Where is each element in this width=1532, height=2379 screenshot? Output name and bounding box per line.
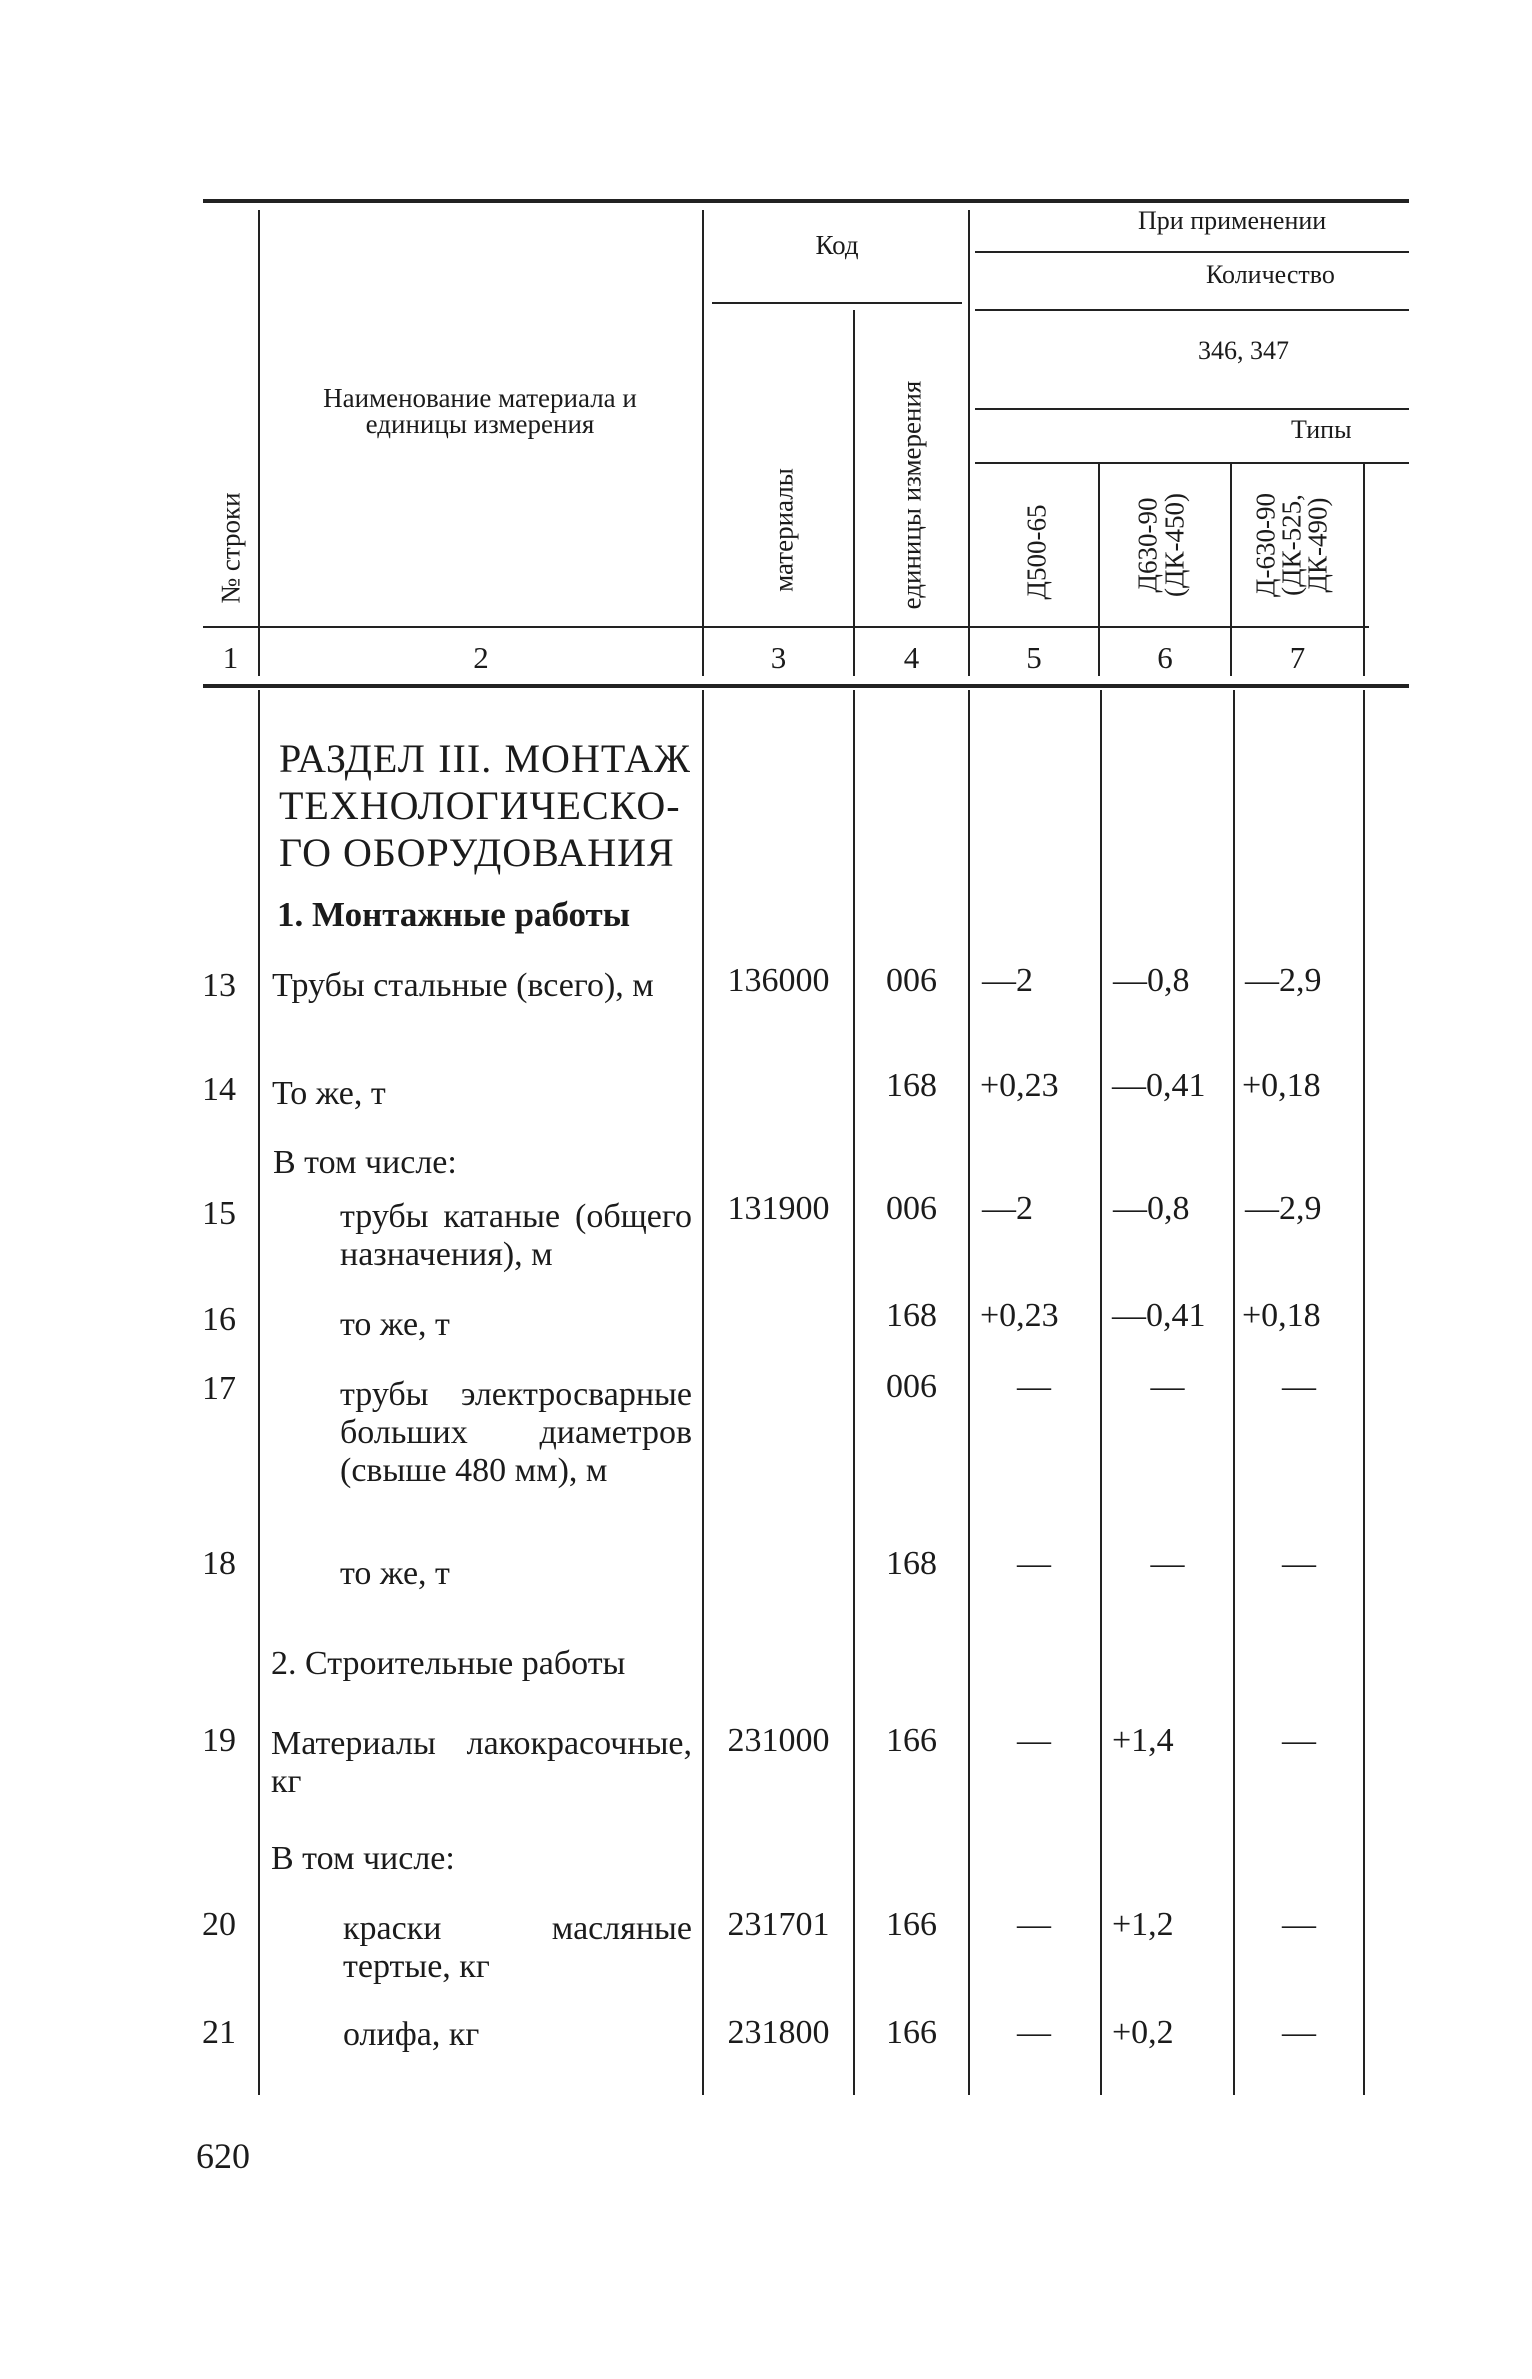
row-material-code: 136000 bbox=[727, 962, 830, 999]
row-number: 16 bbox=[202, 1301, 236, 1338]
row-value-c6: —0,8 bbox=[1113, 962, 1190, 999]
body-vline-7 bbox=[1363, 690, 1365, 2095]
row-unit-code: 006 bbox=[886, 1190, 937, 1227]
row-material-code: 131900 bbox=[727, 1190, 830, 1227]
machines-header: 346, 347 bbox=[1198, 336, 1289, 365]
row-unit-code: 166 bbox=[886, 1722, 937, 1759]
row-value-c6: —0,8 bbox=[1113, 1190, 1190, 1227]
row-value-c5: +0,23 bbox=[980, 1297, 1059, 1334]
row-value-c6: +1,2 bbox=[1112, 1906, 1174, 1943]
row-number: 20 bbox=[202, 1906, 236, 1943]
row-unit-code: 168 bbox=[886, 1067, 937, 1104]
column-number: 5 bbox=[1026, 640, 1042, 675]
row-value-c6: +0,2 bbox=[1112, 2014, 1174, 2051]
row-value-c6: —0,41 bbox=[1112, 1297, 1206, 1334]
body-vline-2 bbox=[702, 690, 704, 2095]
types-header: Типы bbox=[1291, 415, 1352, 444]
row-material-code: 231701 bbox=[727, 1906, 830, 1943]
in-that-number: В том числе: bbox=[271, 1840, 455, 1877]
column-number: 2 bbox=[473, 640, 489, 675]
type-6-header-line1: Д630-90 bbox=[1132, 497, 1163, 593]
row-value-c7: — bbox=[1282, 1906, 1316, 1943]
row-value-c5: — bbox=[1017, 1545, 1051, 1582]
page-number: 620 bbox=[196, 2136, 250, 2176]
quantity-header: Количество bbox=[1206, 260, 1335, 289]
row-value-c5: — bbox=[1017, 2014, 1051, 2051]
code-subrule bbox=[712, 302, 962, 304]
types-subrule bbox=[975, 462, 1409, 464]
type-7-header-line1: Д-630-90 bbox=[1250, 493, 1281, 597]
table-top-rule bbox=[203, 199, 1409, 203]
row-name: трубы электросварные больших диаметров (свыше 480 мм), м bbox=[340, 1376, 692, 1489]
col-code-header: Код bbox=[815, 230, 859, 260]
col-code-material-header: материалы bbox=[768, 468, 799, 592]
column-number: 3 bbox=[770, 640, 787, 675]
col-row-no-header: № строки bbox=[215, 492, 246, 604]
row-value-c6: —0,41 bbox=[1112, 1067, 1206, 1104]
row-value-c5: — bbox=[1017, 1906, 1051, 1943]
column-number: 6 bbox=[1157, 640, 1173, 675]
row-number: 14 bbox=[202, 1071, 236, 1108]
hdr-vline-7 bbox=[1363, 462, 1365, 676]
row-name: краски масляные тертые, кг bbox=[343, 1910, 692, 1985]
row-value-c5: +0,23 bbox=[980, 1067, 1059, 1104]
row-value-c7: — bbox=[1282, 2014, 1316, 2051]
section-title: РАЗДЕЛ III. МОНТАЖ ТЕХНОЛОГИЧЕСКО-ГО ОБОРУДОВАНИЯ bbox=[279, 736, 691, 875]
row-number: 21 bbox=[202, 2014, 236, 2051]
row-unit-code: 166 bbox=[886, 1906, 937, 1943]
type-6-header-line2: (ДК-450) bbox=[1159, 493, 1190, 597]
column-number: 1 bbox=[222, 640, 239, 675]
subsection-title: 2. Строительные работы bbox=[271, 1645, 626, 1682]
hdr-vline-2 bbox=[702, 210, 704, 676]
row-unit-code: 168 bbox=[886, 1545, 937, 1582]
column-number: 7 bbox=[1289, 640, 1306, 675]
row-number: 19 bbox=[202, 1722, 236, 1759]
row-value-c5: —2 bbox=[982, 1190, 1033, 1227]
row-value-c5: — bbox=[1017, 1368, 1051, 1405]
row-value-c6: +1,4 bbox=[1112, 1722, 1174, 1759]
row-material-code: 231000 bbox=[727, 1722, 830, 1759]
row-unit-code: 166 bbox=[886, 2014, 937, 2051]
row-number: 17 bbox=[202, 1370, 236, 1407]
row-value-c5: — bbox=[1017, 1722, 1051, 1759]
row-value-c7: — bbox=[1282, 1368, 1316, 1405]
row-name: олифа, кг bbox=[343, 2016, 480, 2053]
row-value-c7: — bbox=[1282, 1545, 1316, 1582]
hdr-vline-1 bbox=[258, 210, 260, 676]
applied-subrule bbox=[975, 251, 1409, 253]
row-value-c7: — bbox=[1282, 1722, 1316, 1759]
column-number: 4 bbox=[903, 640, 920, 675]
row-name: Трубы стальные (всего), м bbox=[272, 967, 654, 1004]
type-7-header-line2: (ДК-525, bbox=[1276, 494, 1307, 596]
applied-header: При применении bbox=[1138, 206, 1327, 235]
header-bottom-rule bbox=[203, 626, 1369, 628]
row-name: трубы катаные (общего назначения), м bbox=[340, 1198, 692, 1273]
row-name: Материалы лакокрасочные, кг bbox=[271, 1725, 692, 1800]
row-number: 13 bbox=[202, 967, 236, 1004]
row-name: то же, т bbox=[340, 1555, 450, 1592]
row-value-c7: —2,9 bbox=[1245, 1190, 1322, 1227]
row-value-c7: +0,18 bbox=[1242, 1297, 1321, 1334]
quantity-subrule bbox=[975, 309, 1409, 311]
colnum-bottom-rule bbox=[203, 684, 1409, 688]
col-code-unit-header: единицы измерения bbox=[896, 380, 927, 610]
row-name: То же, т bbox=[272, 1075, 386, 1112]
body-vline-1 bbox=[258, 690, 260, 2095]
col-name-header: Наименование материала и единицы измерения bbox=[323, 383, 637, 439]
row-value-c7: —2,9 bbox=[1245, 962, 1322, 999]
row-number: 15 bbox=[202, 1195, 236, 1232]
subsection-title: 1. Монтажные работы bbox=[277, 895, 631, 934]
row-value-c6: — bbox=[1150, 1368, 1185, 1405]
type-7-header-line3: ДК-490) bbox=[1302, 497, 1333, 593]
in-that-number: В том числе: bbox=[273, 1144, 457, 1181]
row-value-c5: —2 bbox=[982, 962, 1033, 999]
row-value-c6: — bbox=[1150, 1545, 1185, 1582]
row-unit-code: 168 bbox=[886, 1297, 937, 1334]
hdr-vline-4 bbox=[968, 210, 970, 676]
row-unit-code: 006 bbox=[886, 962, 937, 999]
type-5-header: Д500-65 bbox=[1021, 504, 1052, 600]
machines-subrule bbox=[975, 408, 1409, 410]
row-unit-code: 006 bbox=[886, 1368, 937, 1405]
row-value-c7: +0,18 bbox=[1242, 1067, 1321, 1104]
row-name: то же, т bbox=[340, 1306, 450, 1343]
hdr-vline-3 bbox=[853, 310, 855, 676]
row-number: 18 bbox=[202, 1545, 236, 1582]
row-material-code: 231800 bbox=[727, 2014, 830, 2051]
